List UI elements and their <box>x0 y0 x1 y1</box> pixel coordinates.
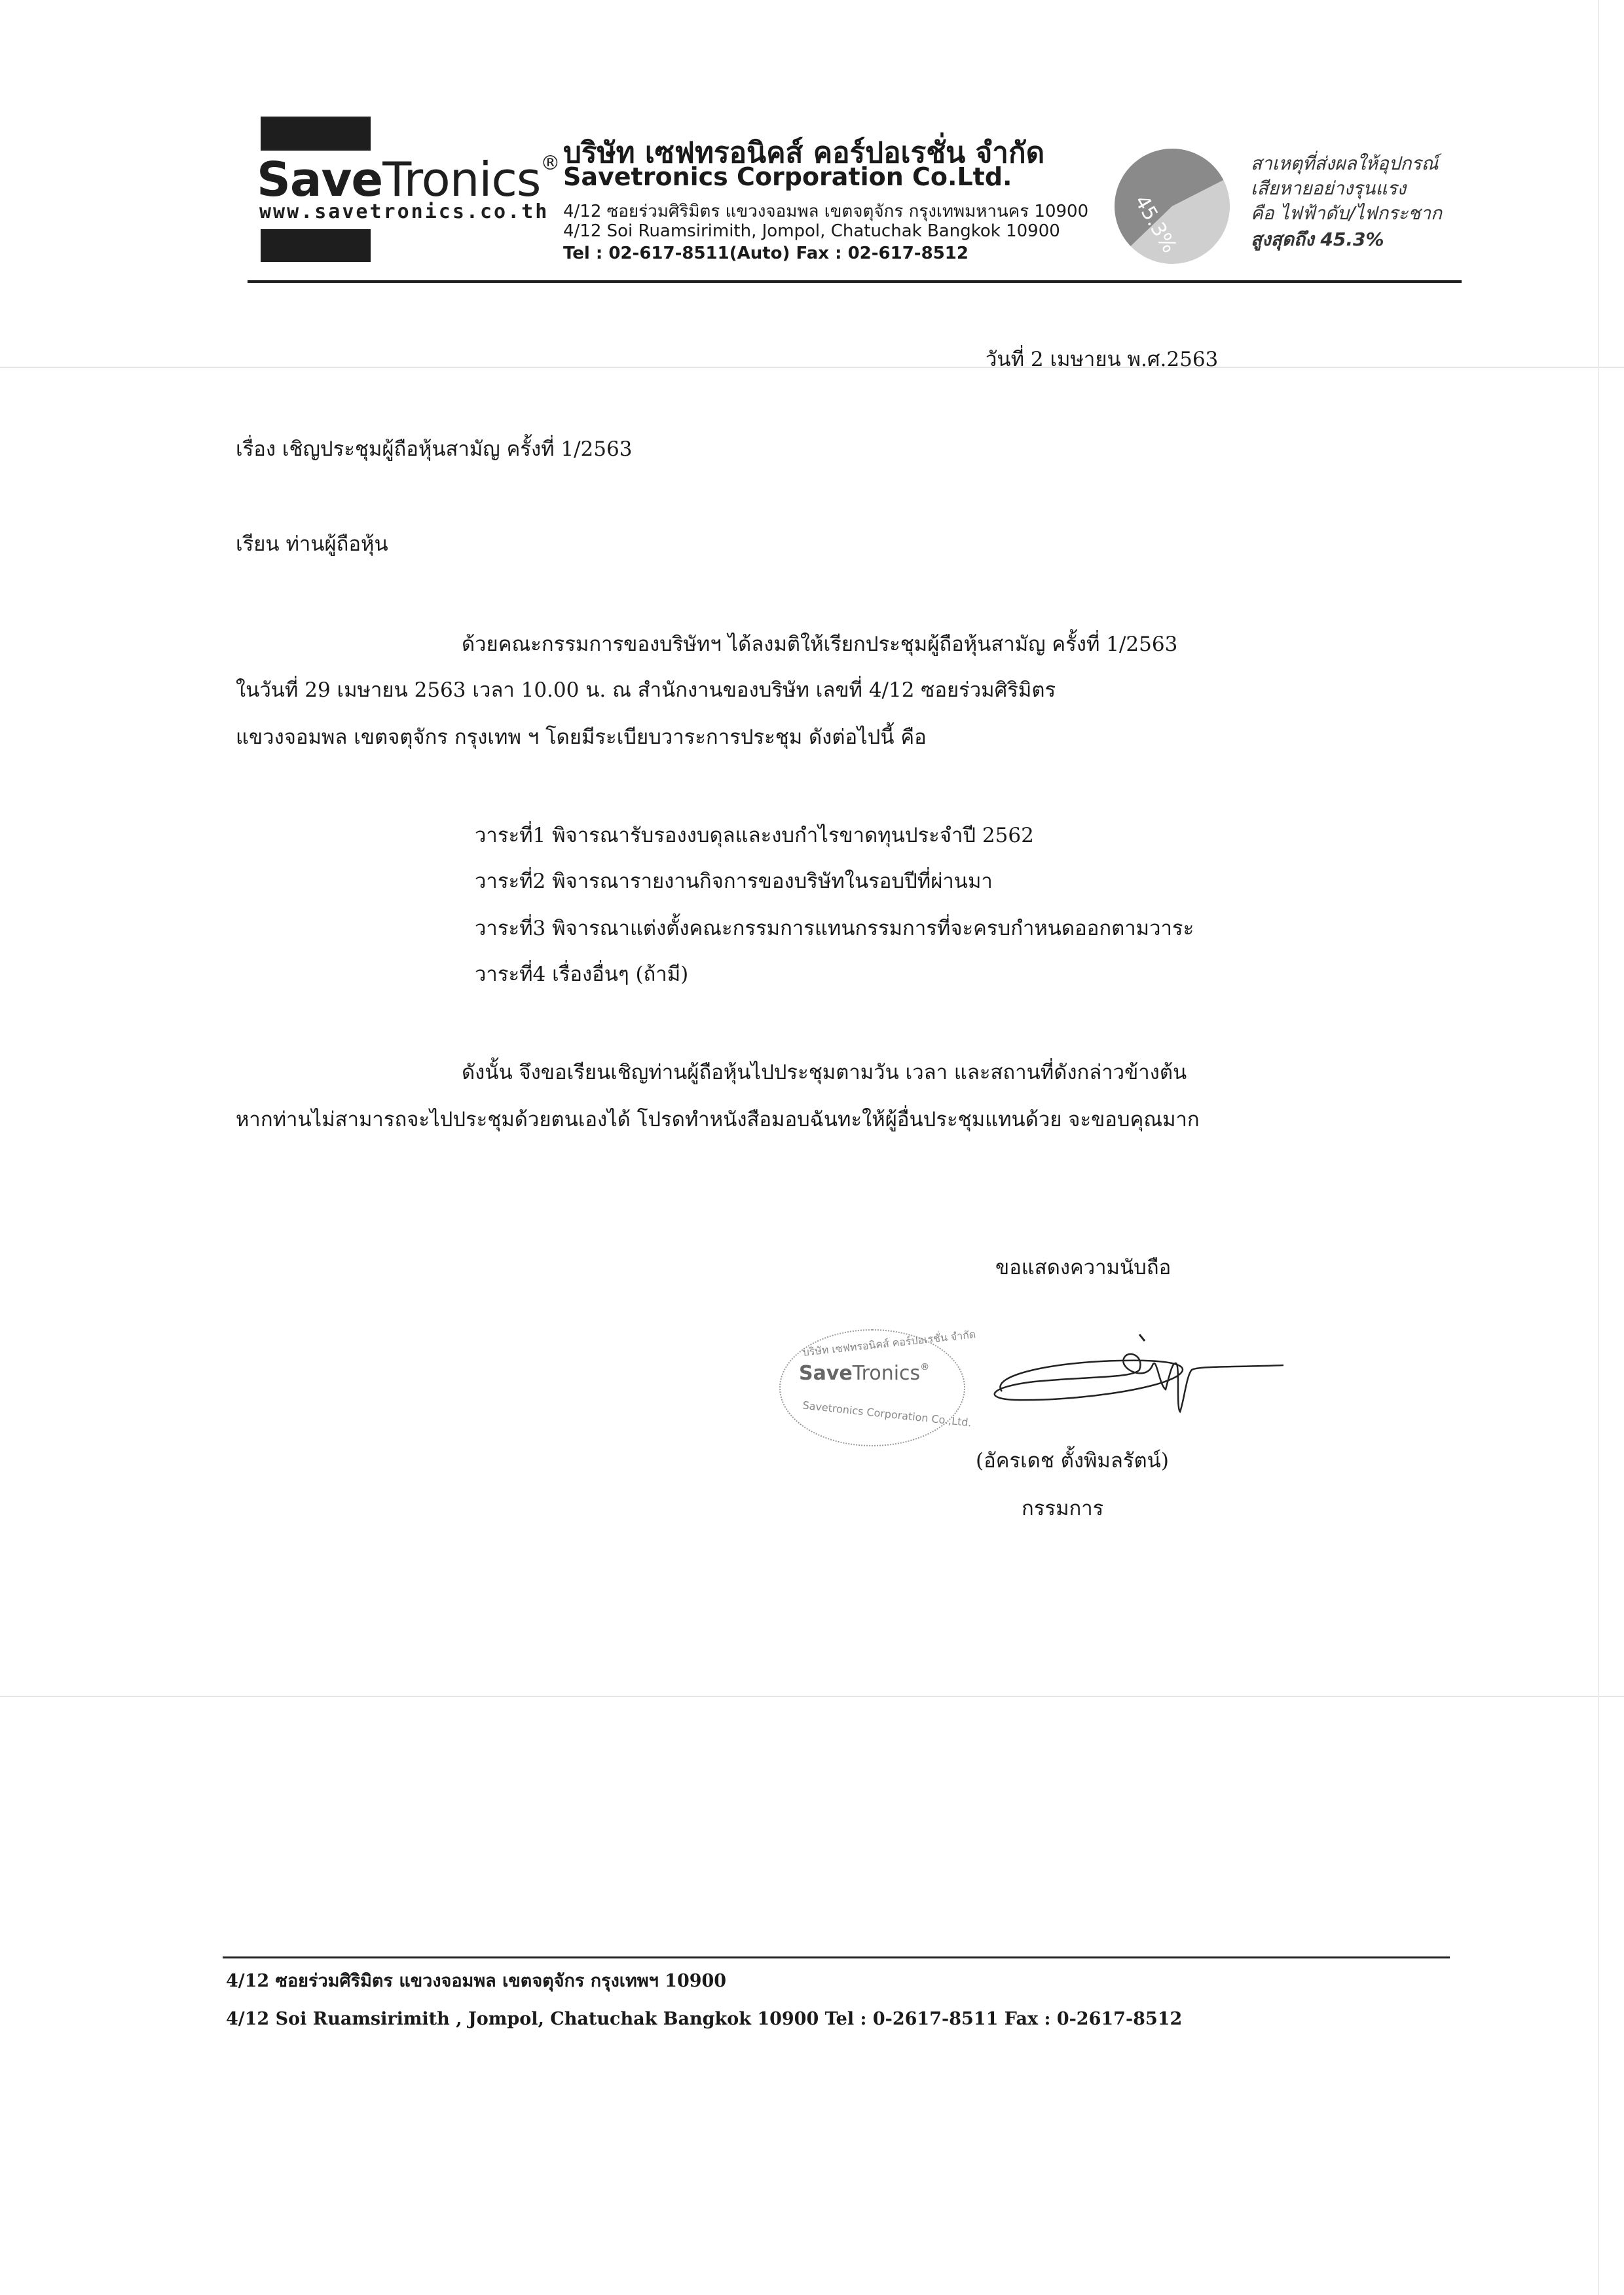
letter-date: วันที่ 2 เมษายน พ.ศ.2563 <box>986 348 1219 371</box>
agenda-item: วาระที่1 พิจารณารับรองงบดุลและงบกำไรขาดทุนประจำปี 2562 <box>475 824 1034 847</box>
scan-line <box>0 1696 1624 1697</box>
logo-bar-top <box>261 117 371 151</box>
letter-closing: ขอแสดงความนับถือ <box>995 1256 1172 1279</box>
paragraph-line: ในวันที่ 29 เมษายน 2563 เวลา 10.00 น. ณ สำนักงานของบริษัท เลขที่ 4/12 ซอยร่วมศิริมิตร <box>236 678 1056 702</box>
letter-subject: เรื่อง เชิญประชุมผู้ถือหุ้นสามัญ ครั้งที่ 1/2563 <box>236 437 633 461</box>
logo-bold: Save <box>257 152 383 207</box>
logo-bar-bottom <box>261 229 371 262</box>
scan-edge <box>1598 0 1599 2295</box>
agenda-item: วาระที่3 พิจารณาแต่งตั้งคณะกรรมการแทนกรรมการที่จะครบกำหนดออกตามวาระ <box>475 917 1194 940</box>
paragraph-line: ดังนั้น จึงขอเรียนเชิญท่านผู้ถือหุ้นไปประชุมตามวัน เวลา และสถานที่ดังกล่าวข้างต้น <box>462 1061 1187 1084</box>
pie-label: 45.3% <box>1130 191 1181 257</box>
letter-salutation: เรียน ท่านผู้ถือหุ้น <box>236 532 388 556</box>
slogan-line: สูงสุดถึง 45.3% <box>1251 229 1384 250</box>
slogan-line: คือ ไฟฟ้าดับ/ไฟกระชาก <box>1251 202 1442 224</box>
slogan-line: เสียหายอย่างรุนแรง <box>1251 177 1407 199</box>
company-fax: 02-617-8512 <box>847 244 969 263</box>
footer-address-en: 4/12 Soi Ruamsirimith , Jompol, Chatuchak Bangkok 10900 <box>226 2009 819 2029</box>
signature <box>976 1329 1290 1421</box>
scan-line <box>0 367 1624 368</box>
footer-address-en-line <box>226 2009 1182 2029</box>
stamp-arc-top: บริษัท เซฟทรอนิคส์ คอร์ปอเรชั่น จำกัด <box>802 1328 977 1359</box>
agenda-item: วาระที่2 พิจารณารายงานกิจการของบริษัทในรอบปีที่ผ่านมา <box>475 870 993 893</box>
footer-rule <box>223 1956 1450 1958</box>
signature-stroke <box>995 1354 1283 1412</box>
footer-address-th: 4/12 ซอยร่วมศิริมิตร แขวงจอมพล เขตจตุจักร กรุงเทพฯ 10900 <box>226 1971 727 1991</box>
signature-tick <box>1139 1334 1145 1341</box>
company-address-en: 4/12 Soi Ruamsirimith, Jompol, Chatuchak Bangkok 10900 <box>563 221 1060 241</box>
stamp-brand: SaveTronics® <box>799 1362 930 1385</box>
company-name-en: Savetronics Corporation Co.Ltd. <box>563 162 1012 191</box>
pie-graphic <box>1107 144 1238 268</box>
paragraph-line: หากท่านไม่สามารถจะไปประชุมด้วยตนเองได้ โปรดทำหนังสือมอบฉันทะให้ผู้อื่นประชุมแทนด้วย จะขอบคุณมาก <box>236 1108 1200 1131</box>
logo-url: www.savetronics.co.th <box>259 200 549 223</box>
logo-light: Tronics <box>382 152 541 207</box>
paragraph-line: แขวงจอมพล เขตจตุจักร กรุงเทพ ฯ โดยมีระเบียบวาระการประชุม ดังต่อไปนี้ คือ <box>236 725 927 749</box>
company-contact: Tel : 02-617-8511(Auto) Fax : 02-617-8512 <box>563 244 969 263</box>
footer-fax: Fax : 0-2617-8512 <box>1004 2009 1183 2029</box>
company-name-th: บริษัท เซฟทรอนิคส์ คอร์ปอเรชั่น จำกัด <box>563 136 1045 170</box>
company-address-th: 4/12 ซอยร่วมศิริมิตร แขวงจอมพล เขตจตุจักร กรุงเทพมหานคร 10900 <box>563 202 1089 221</box>
logo-wordmark <box>257 152 559 207</box>
footer-tel: Tel : 0-2617-8511 <box>824 2009 999 2029</box>
slogan-line: สาเหตุที่ส่งผลให้อุปกรณ์ <box>1251 153 1439 174</box>
agenda-item: วาระที่4 เรื่องอื่นๆ (ถ้ามี) <box>475 963 689 986</box>
company-phone: 02-617-8511(Auto) <box>608 244 790 263</box>
signer-name: (อัครเดช ตั้งพิมลรัตน์) <box>976 1449 1169 1473</box>
letterhead-rule <box>248 280 1462 283</box>
signer-title: กรรมการ <box>1022 1497 1104 1520</box>
logo-registered: ® <box>540 152 560 175</box>
paragraph-line: ด้วยคณะกรรมการของบริษัทฯ ได้ลงมติให้เรียกประชุมผู้ถือหุ้นสามัญ ครั้งที่ 1/2563 <box>462 633 1178 656</box>
stamp-arc-bottom: Savetronics Corporation Co.,Ltd. <box>802 1399 972 1429</box>
